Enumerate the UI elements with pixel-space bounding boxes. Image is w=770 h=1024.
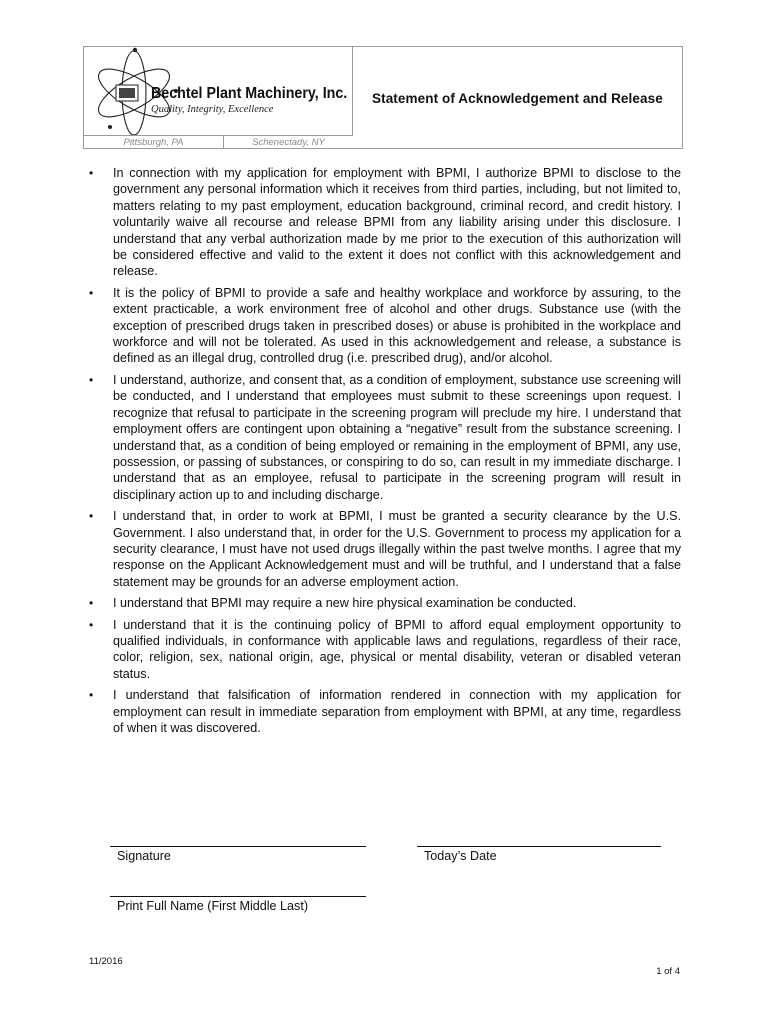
list-item-text: I understand that BPMI may require a new hire physical examination be conducted. bbox=[113, 596, 577, 611]
list-item-text: I understand that, in order to work at BPMI, I must be granted a security clearance by the U.S. Government. I also understand that, in order for the U.S. Government to process my application for a security clearance, I must have not used drugs illegally within the past twelve months. I agree that my response on the Applicant Acknowledgement must and will be truthful, and I understand that a false statement may be grounds for an adverse employment action. bbox=[113, 509, 681, 589]
list-item bbox=[89, 165, 681, 280]
list-item-text: It is the policy of BPMI to provide a safe and healthy workplace and workforce by assuring, to the extent practicable, a work environment free of alcohol and other drugs. Substance use (with the exception of prescribed drugs taken in prescribed doses) or abuse is prohibited in the workplace and workforce and will not be tolerated. As used in this acknowledgement and release, a substance is defined as an illegal drug, controlled drug (i.e. prescribed drug), and/or alcohol. bbox=[113, 285, 681, 366]
list-item bbox=[89, 372, 681, 503]
signature-label: Signature bbox=[117, 849, 171, 863]
acknowledgement-list bbox=[89, 165, 681, 741]
logo-cell bbox=[84, 47, 353, 135]
company-name: Bechtel Plant Machinery, Inc. bbox=[151, 85, 348, 102]
list-item bbox=[89, 285, 681, 367]
list-item bbox=[89, 617, 681, 683]
bullet-icon: • bbox=[89, 285, 94, 300]
print-name-label: Print Full Name (First Middle Last) bbox=[117, 899, 309, 913]
location-schenectady: Schenectady, NY bbox=[252, 137, 325, 148]
date-label: Today’s Date bbox=[424, 849, 497, 863]
list-item bbox=[89, 508, 681, 590]
date-line[interactable] bbox=[417, 846, 661, 847]
list-item bbox=[89, 595, 681, 611]
company-tagline: Quality, Integrity, Excellence bbox=[151, 104, 274, 115]
list-item-text: I understand, authorize, and consent that, as a condition of employment, substance use screening will be conducted, and I understand that employees must submit to these screenings upon request. I recognize that refusal to participate in the screening program will preclude my hire. I understand that employment offers are contingent upon obtaining a “negative” result from the substance screening. I understand that, as a condition of being employed or remaining in the employment of BPMI, any use, possession, or passing of substances, or conspiring to do so, can result in my immediate discharge. I understand that as an employee, refusal to participate in the screening program will result in disciplinary action up to and including discharge. bbox=[113, 372, 681, 502]
location-row bbox=[84, 135, 353, 149]
document-title: Statement of Acknowledgement and Release bbox=[372, 91, 663, 106]
revision-date: 11/2016 bbox=[89, 956, 123, 967]
bullet-icon: • bbox=[89, 617, 94, 632]
list-item-text: I understand that falsification of information rendered in connection with my application for employment can result in immediate separation from employment with BPMI, at any time, regardless of when it was discovered. bbox=[113, 688, 681, 735]
bullet-icon: • bbox=[89, 688, 94, 703]
bullet-icon: • bbox=[89, 166, 94, 180]
bullet-icon: • bbox=[89, 596, 94, 611]
list-item bbox=[89, 687, 681, 736]
bullet-icon: • bbox=[89, 372, 94, 387]
print-name-line[interactable] bbox=[110, 896, 366, 897]
bullet-icon: • bbox=[89, 509, 94, 524]
signature-line[interactable] bbox=[110, 846, 366, 847]
location-pittsburgh: Pittsburgh, PA bbox=[84, 136, 224, 149]
page-number: 1 of 4 bbox=[656, 966, 680, 977]
list-item-text: I understand that it is the continuing policy of BPMI to afford equal employment opportunity to qualified individuals, in conformance with applicable laws and regulations, regardless of their race, color, religion, sex, national origin, age, physical or mental disability, veteran or disabled veteran status. bbox=[113, 617, 681, 681]
letterhead bbox=[83, 46, 683, 149]
list-item-text: In connection with my application for employment with BPMI, I authorize BPMI to disclose to the government any personal information which it receives from third parties, including, but not limited to, matters relating to my past employment, education background, criminal record, and credit history. I voluntarily waive all recourse and release BPMI from any liability arising under this disclosure. I understand that any verbal authorization made by me prior to the execution of this authorization will be considered effective and valid to the extent it does not conflict with this acknowledgement and release. bbox=[113, 166, 681, 279]
title-cell bbox=[353, 47, 682, 148]
